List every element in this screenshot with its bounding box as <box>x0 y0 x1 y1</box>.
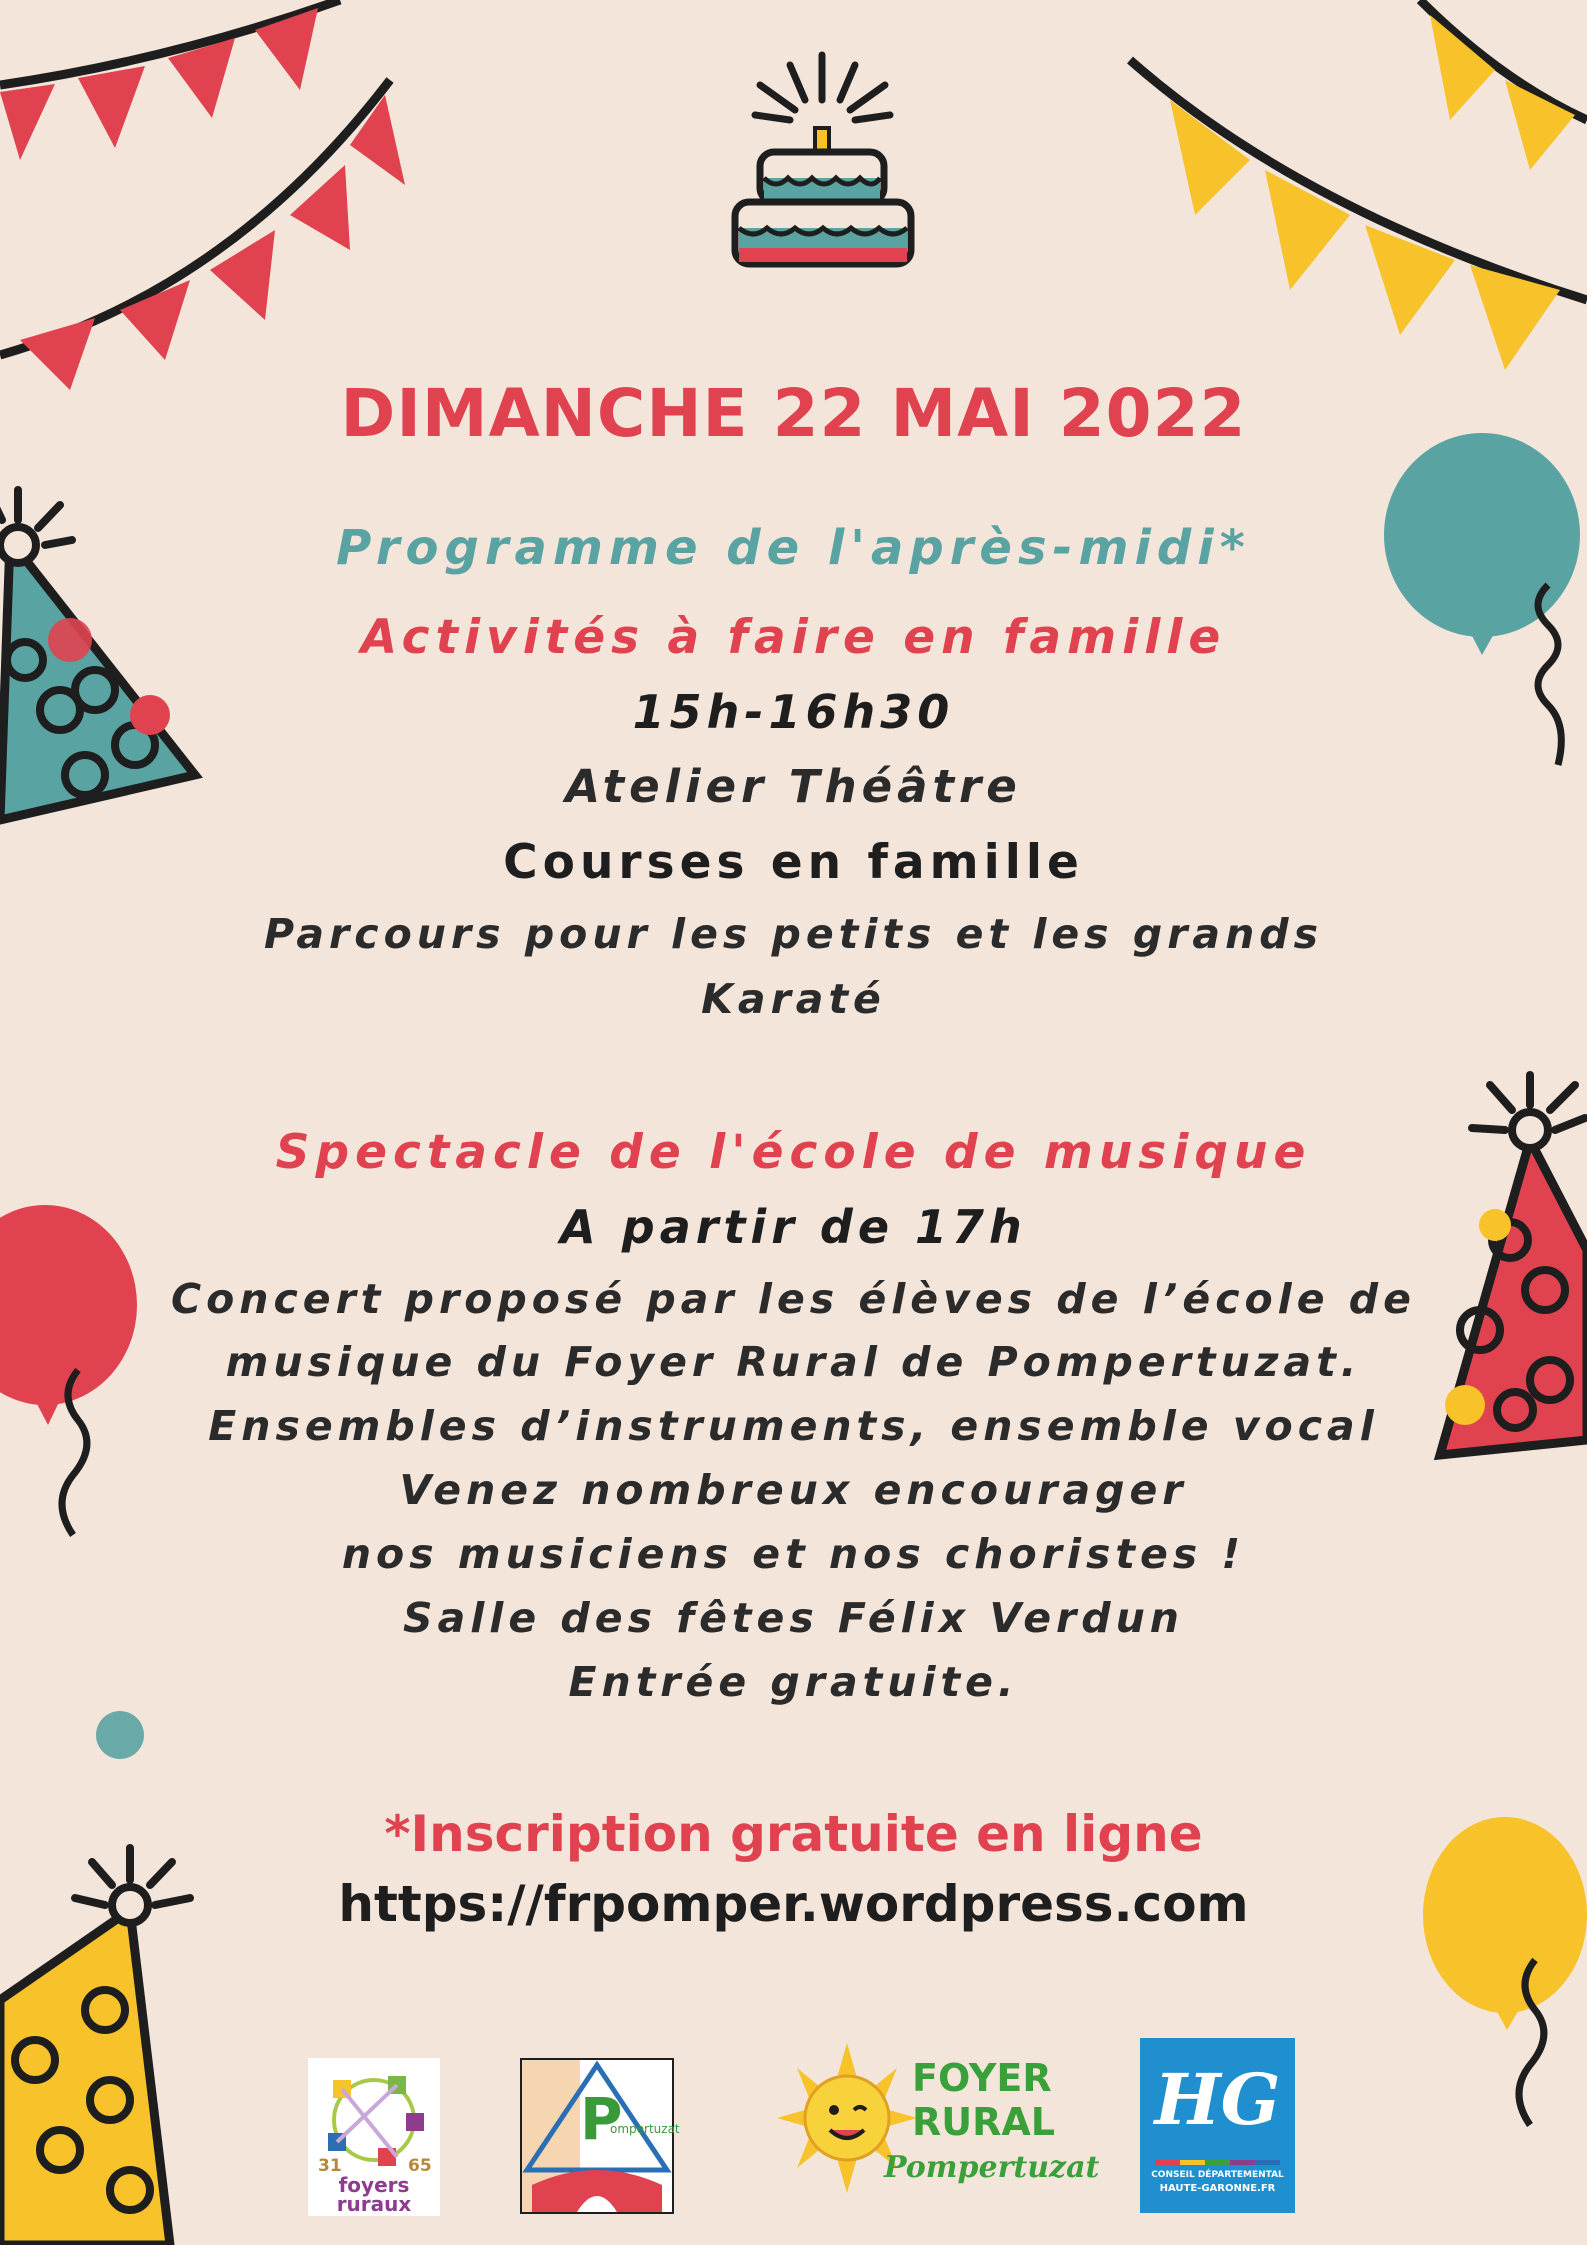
haute-garonne-mark: HG <box>1154 2058 1281 2141</box>
activity-karate: Karaté <box>701 975 886 1023</box>
program-heading: Programme de l'après-midi* <box>336 520 1251 576</box>
foyers-ruraux-line1: foyers <box>338 2173 410 2197</box>
birthday-cake-icon <box>735 55 911 264</box>
music-line-3: Ensembles d’instruments, ensemble vocal <box>208 1402 1379 1450</box>
haute-garonne-line2: HAUTE-GARONNE.FR <box>1159 2183 1276 2194</box>
music-line-1: Concert proposé par les élèves de l’école de <box>171 1275 1416 1323</box>
haute-garonne-logo <box>1140 2038 1295 2213</box>
activity-theatre: Atelier Théâtre <box>565 760 1022 813</box>
pompertuzat-logo <box>520 2058 680 2214</box>
pompertuzat-text: ompertuzat <box>610 2122 680 2136</box>
red-bunting-top-left <box>0 0 340 160</box>
music-line-4: Venez nombreux encourager <box>399 1466 1188 1514</box>
registration-text: *Inscription gratuite en ligne <box>384 1805 1203 1863</box>
red-bunting-left <box>0 80 405 390</box>
activities-heading: Activités à faire en famille <box>360 610 1227 665</box>
yellow-bunting-top-right <box>1130 0 1587 370</box>
activities-time: 15h-16h30 <box>632 685 955 739</box>
activity-course: Parcours pour les petits et les grands <box>263 910 1324 958</box>
haute-garonne-line1: CONSEIL DÉPARTEMENTAL <box>1151 2170 1284 2180</box>
music-line-7: Entrée gratuite. <box>568 1658 1019 1706</box>
music-line-6: Salle des fêtes Félix Verdun <box>403 1594 1184 1642</box>
pompertuzat-letter: P <box>580 2085 623 2153</box>
activity-family-race: Courses en famille <box>503 835 1084 890</box>
music-heading: Spectacle de l'école de musique <box>275 1125 1312 1180</box>
yellow-balloon-icon <box>1423 1817 1587 2125</box>
yellow-party-hat-bottom-left <box>0 1711 190 2245</box>
foyers-ruraux-num-right: 65 <box>408 2156 432 2176</box>
foyer-rural-line3: Pompertuzat <box>884 2150 1100 2185</box>
foyer-rural-line1: FOYER <box>912 2056 1052 2100</box>
haute-garonne-color-bar <box>1155 2160 1280 2165</box>
foyer-rural-logo <box>772 2038 1100 2198</box>
event-date-title: DIMANCHE 22 MAI 2022 <box>340 375 1247 452</box>
music-time: A partir de 17h <box>560 1200 1027 1254</box>
music-line-5: nos musiciens et nos choristes ! <box>341 1530 1246 1578</box>
foyers-ruraux-line2: ruraux <box>336 2192 412 2216</box>
music-line-2: musique du Foyer Rural de Pompertuzat. <box>225 1338 1362 1386</box>
foyers-ruraux-logo <box>308 2058 440 2216</box>
foyers-ruraux-num-left: 31 <box>318 2156 342 2176</box>
foyer-rural-line2: RURAL <box>912 2100 1056 2144</box>
registration-url-link[interactable]: https://frpomper.wordpress.com <box>338 1875 1249 1933</box>
